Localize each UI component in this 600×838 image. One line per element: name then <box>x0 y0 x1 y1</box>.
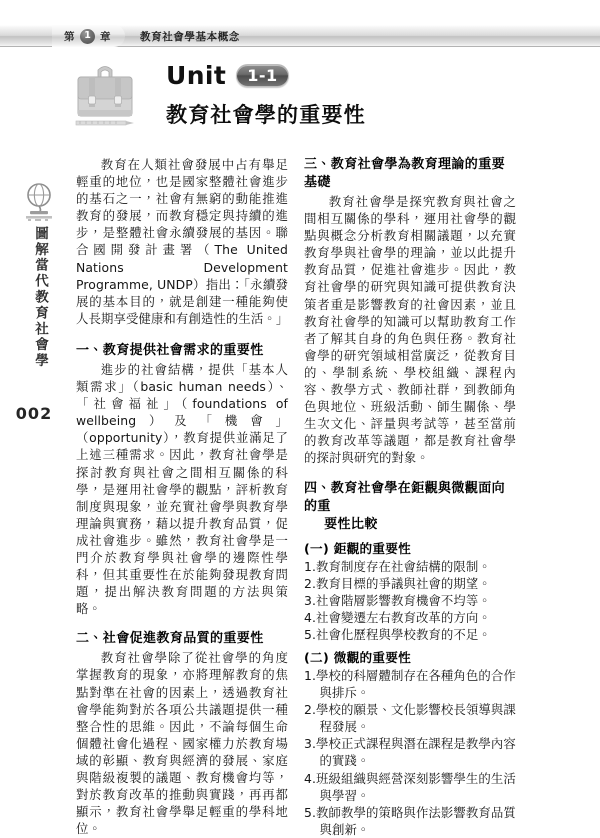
chapter-number-badge: 1 <box>80 29 95 44</box>
list-item: 5.社會化歷程與學校教育的不足。 <box>304 626 491 642</box>
right-column <box>304 156 516 838</box>
section-body-2: 教育社會學除了從社會學的角度掌握教育的現象，亦將理解教育的焦點對準在社會的因素上，透過教育社會學能夠對於各項公共議題提供一種整合性的思維。因此，不論每個生命個體社會化過程、國家權力於教育場域的彰顯、教育與經濟的發展、家庭與階級複製的議題、教育機會均等，對於教育改革的推動與實踐，再再都顯示，教育社會學舉足輕重的學科地位。 <box>76 650 288 837</box>
list-item: 3.社會階層影響教育機會不均等。 <box>304 592 491 608</box>
running-header <box>0 25 600 47</box>
unit-number-badge: 1-1 <box>236 64 288 87</box>
list-item: 3.學校正式課程與潛在課程是教學內容的實踐。 <box>304 736 516 769</box>
list-item: 5.教師教學的策略與作法影響教育品質與創新。 <box>304 804 516 837</box>
list-item: 1.教育制度存在社會結構的限制。 <box>304 558 491 574</box>
chapter-title: 教育社會學基本概念 <box>140 30 240 43</box>
unit-line <box>166 60 366 90</box>
backpack-icon <box>74 60 136 136</box>
section-heading-4-line1: 四、教育社會學在鉅觀與微觀面向的重 <box>304 480 506 514</box>
subsection-label-macro: (一) 鉅觀的重要性 <box>304 540 412 556</box>
unit-title: 教育社會學的重要性 <box>166 103 366 127</box>
section-heading-4 <box>304 480 516 534</box>
chapter-tab <box>52 25 125 47</box>
list-item: 2.教育目標的爭議與社會的期望。 <box>304 575 491 591</box>
unit-heading-block <box>70 58 540 144</box>
sidebar <box>0 176 68 476</box>
page-number: 002 <box>15 404 53 423</box>
chapter-word: 第 <box>64 30 75 43</box>
subsection-label-micro: (二) 微觀的重要性 <box>304 649 412 665</box>
left-column <box>76 156 288 837</box>
section-body-3: 教育社會學是探究教育與社會之間相互關係的學科，運用社會學的觀點與概念分析教育相關議題，以充實教育學與社會學的理論，並以此提升教育品質，促進社會進步。因此，教育社會學的研究與知識可提供教育決策者重是影響教育的社會因素，並且教育社會學的知識可以幫助教育工作者了解其自身的角色與任務。教育社會學的研究領域相當廣泛，從教育目的、學制系統、學校組織、課程內容、教學方式、教師社群，到教師角色與地位、班級活動、師生關係、學生次文化、評量與考試等，甚至當前的教育改革等議題，都是教育社會學的探討與研究的對象。 <box>304 194 516 466</box>
list-item: 4.班級組織與經營深刻影響學生的生活與學習。 <box>304 770 516 803</box>
globe-icon <box>19 181 59 223</box>
book-title-vertical: 圖解當代教育社會學 <box>32 226 48 370</box>
micro-list <box>304 667 516 838</box>
section-heading-1: 一、教育提供社會需求的重要性 <box>76 342 264 358</box>
macro-list <box>304 558 516 643</box>
section-heading-2: 二、社會促進教育品質的重要性 <box>76 631 264 647</box>
chapter-char: 章 <box>100 30 111 43</box>
unit-label: Unit <box>166 60 227 90</box>
intro-paragraph: 教育在人類社會發展中占有舉足輕重的地位，也是國家整體社會進步的基石之一，社會有無窮的動能推進教育的發展，而教育穩定與持續的進步，是整體社會永續發展的基因。聯合國開發計畫署（The United Nations Development Programme, UNDP）指出：「永續發展的基本目的，就是創建一種能夠使人長期享受健康和有創造性的生活。」 <box>76 157 289 326</box>
section-heading-4-line2: 要性比較 <box>324 516 378 532</box>
list-item: 2.學校的願景、文化影響校長領導與課程發展。 <box>304 702 516 735</box>
section-body-1: 進步的社會結構，提供「基本人類需求」（basic human needs）、「社會福祉」（foundations of wellbeing）及「機會」（opportunity），教育提供並滿足了上述三種需求。因此，教育社會學是探討教育與社會之間相互關係的科學，是運用社會學的觀點，評析教育制度與現象，並充實社會學與教育學理論與實務，藉以提升教育品質，促成社會進步。雖然，教育社會學是一門介於教育學與社會學的邊際性學科，但其重要性在於能夠發現教育問題，提出解決教育問題的方法與策略。 <box>76 361 288 617</box>
unit-text-group <box>166 60 366 129</box>
list-item: 4.社會變遷左右教育改革的方向。 <box>304 609 491 625</box>
section-heading-3: 三、教育社會學為教育理論的重要基礎 <box>304 157 506 190</box>
list-item: 1.學校的科層體制存在各種角色的合作與排斥。 <box>304 667 516 701</box>
